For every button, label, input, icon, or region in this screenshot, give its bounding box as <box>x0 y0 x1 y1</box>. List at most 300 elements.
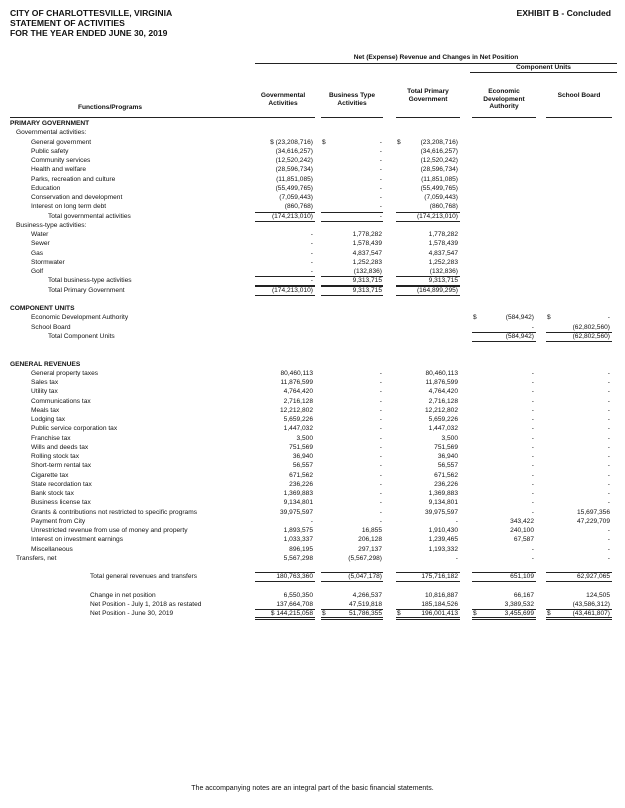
cell-total: 1,239,465 <box>428 536 458 544</box>
row-label: Change in net position <box>90 591 156 599</box>
final-total-rule <box>321 609 383 620</box>
cell-bus: - <box>379 212 382 220</box>
cell-eda: - <box>531 379 534 386</box>
cell-bus: - <box>379 517 382 525</box>
row-label: Total governmental activities <box>48 212 131 220</box>
cell-gov: (174,213,010) <box>271 286 313 294</box>
table-row <box>0 591 625 600</box>
cell-gov: (55,499,765) <box>275 184 313 192</box>
row-label: Interest on investment earnings <box>31 536 123 544</box>
cell-gov: 1,033,337 <box>283 536 313 544</box>
cell-eda: (584,942) <box>505 332 534 340</box>
cell-total: 1,193,332 <box>428 545 458 553</box>
cell-total: 1,369,883 <box>428 490 458 497</box>
row-label: Meals tax <box>31 406 60 414</box>
cell-total: (28,596,734) <box>420 166 458 174</box>
row-label: School Board <box>31 323 71 331</box>
final-total-rule <box>546 609 612 620</box>
cell-total: 196,001,413 <box>421 610 458 618</box>
table-row <box>0 350 625 359</box>
cell-gov: 671,562 <box>289 471 313 479</box>
cell-total: - <box>455 554 458 562</box>
cell-bus: - <box>379 194 382 201</box>
currency-symbol: $ <box>397 610 401 618</box>
table-row <box>0 304 625 313</box>
cell-school: - <box>607 314 610 322</box>
cell-total: 751,569 <box>434 443 458 451</box>
cell-eda: - <box>531 406 534 414</box>
cell-eda: 67,587 <box>513 536 534 544</box>
cell-school: (43,461,807) <box>572 610 610 618</box>
row-label: Water <box>31 231 49 238</box>
table-row <box>0 406 625 415</box>
cell-gov: - <box>310 268 313 275</box>
table-row <box>0 535 625 544</box>
table-row <box>0 452 625 461</box>
cell-school: - <box>607 406 610 414</box>
cell-bus: - <box>379 480 382 488</box>
currency-symbol: $ <box>473 314 477 322</box>
row-label: Rolling stock tax <box>31 453 80 460</box>
cell-bus: - <box>379 462 382 470</box>
cell-gov: 36,940 <box>292 453 313 460</box>
currency-symbol: $ <box>322 138 326 146</box>
row-label: Gas <box>31 249 44 257</box>
cell-school: (43,586,312) <box>572 601 610 608</box>
row-label: Public service corporation tax <box>31 425 118 433</box>
cell-gov: 9,134,801 <box>283 499 313 507</box>
row-label: Net Position - July 1, 2018 as restated <box>90 601 202 608</box>
cell-gov: 1,893,575 <box>283 527 313 534</box>
cell-gov: (34,616,257) <box>275 147 313 155</box>
table-row <box>0 258 625 267</box>
row-label: Stormwater <box>31 258 65 266</box>
cell-gov: 80,460,113 <box>280 369 313 377</box>
cell-eda: - <box>531 545 534 553</box>
net-position-group-title: Net (Expense) Revenue and Changes in Net Position <box>353 54 519 61</box>
cell-gov: 2,716,128 <box>283 397 313 405</box>
currency-symbol: $ <box>473 610 477 618</box>
cell-total: 671,562 <box>434 471 458 479</box>
cell-bus: 297,137 <box>358 545 382 553</box>
header-rule-bus <box>321 117 383 118</box>
cell-bus: - <box>379 434 382 442</box>
row-label: Health and welfare <box>31 166 86 174</box>
final-total-rule <box>255 609 315 620</box>
header-rule-total <box>396 117 460 118</box>
report-title-block <box>10 8 172 38</box>
cell-total: (132,836) <box>429 268 458 275</box>
table-row <box>0 424 625 433</box>
cell-school: - <box>607 443 610 451</box>
currency-symbol: $ <box>322 610 326 618</box>
currency-symbol: $ <box>547 314 551 322</box>
cell-bus: - <box>379 138 382 146</box>
cell-total: 12,212,802 <box>424 406 458 414</box>
cell-bus: 9,313,715 <box>352 277 382 285</box>
cell-school: - <box>607 554 610 562</box>
cell-gov: (11,851,085) <box>276 175 313 183</box>
cell-school: 15,697,356 <box>576 508 610 516</box>
cell-gov: 1,447,032 <box>283 425 313 433</box>
statement-name: STATEMENT OF ACTIVITIES <box>10 18 125 28</box>
cell-bus: - <box>379 184 382 192</box>
cell-gov: 3,500 <box>296 434 313 442</box>
cell-total: 80,460,113 <box>425 369 458 377</box>
cell-gov: - <box>310 231 313 238</box>
row-label: Cigarette tax <box>31 471 69 479</box>
cell-school: - <box>607 388 610 396</box>
table-row <box>0 415 625 424</box>
cell-gov: 896,195 <box>289 545 313 553</box>
cell-total: (174,213,010) <box>416 212 458 220</box>
component-units-title: Component Units <box>516 64 571 71</box>
cell-school: - <box>607 471 610 479</box>
cell-bus: 1,778,282 <box>352 231 382 238</box>
cell-gov: - <box>310 277 313 285</box>
row-label: Total general revenues and transfers <box>90 573 198 581</box>
row-label: Bank stock tax <box>31 490 74 497</box>
component-rule <box>470 72 617 73</box>
table-row <box>0 341 625 350</box>
table-row <box>0 378 625 387</box>
header-rule-eda <box>472 117 536 118</box>
cell-total: 2,716,128 <box>428 397 458 405</box>
col-header-governmental: Governmental Activities <box>260 92 306 107</box>
cell-eda: - <box>531 471 534 479</box>
cell-bus: 1,252,283 <box>352 258 382 266</box>
cell-total: 175,716,182 <box>421 573 458 581</box>
cell-gov: (174,213,010) <box>271 212 313 220</box>
cell-bus: - <box>379 369 382 377</box>
row-label: Public safety <box>31 147 69 155</box>
cell-school: (62,802,560) <box>572 323 610 331</box>
table-row <box>0 165 625 174</box>
cell-eda: 343,422 <box>510 517 534 525</box>
cell-bus: - <box>379 175 382 183</box>
col-header-eda: Economic Development Authority <box>483 88 525 110</box>
cell-total: 36,940 <box>437 453 458 460</box>
row-label: Grants & contributions not restricted to specific programs <box>31 508 198 516</box>
cell-school: - <box>607 425 610 433</box>
cell-gov: 5,659,226 <box>283 416 313 423</box>
cell-school: 47,229,709 <box>576 517 610 525</box>
cell-bus: - <box>379 203 382 211</box>
cell-eda: 3,455,699 <box>504 610 534 618</box>
row-label: Economic Development Authority <box>31 314 129 322</box>
cell-eda: - <box>531 490 534 497</box>
cell-total: 185,184,526 <box>421 601 458 608</box>
cell-gov: - <box>310 240 313 248</box>
row-label: Short-term rental tax <box>31 462 92 470</box>
cell-school: - <box>607 536 610 544</box>
cell-eda: - <box>531 453 534 460</box>
table-row <box>0 369 625 378</box>
cell-total: (860,768) <box>429 203 458 211</box>
cell-bus: 206,128 <box>358 536 382 544</box>
row-label: COMPONENT UNITS <box>10 305 75 312</box>
cell-total: 10,816,887 <box>424 591 458 599</box>
cell-school: - <box>607 379 610 386</box>
cell-gov: 12,212,802 <box>279 406 313 414</box>
row-label: Parks, recreation and culture <box>31 175 116 183</box>
table-row <box>0 138 625 147</box>
cell-gov: 11,876,599 <box>280 379 313 386</box>
table-row <box>0 202 625 211</box>
row-label: Communications tax <box>31 397 91 405</box>
cell-eda: 66,167 <box>513 591 534 599</box>
table-row <box>0 461 625 470</box>
row-label: Total Primary Government <box>48 286 125 294</box>
table-row <box>0 397 625 406</box>
table-row <box>0 609 625 618</box>
cell-school: - <box>607 499 610 507</box>
row-label: Conservation and development <box>31 194 123 201</box>
table-row <box>0 212 625 221</box>
table-row <box>0 323 625 332</box>
row-label: Miscellaneous <box>31 545 73 553</box>
cell-gov: 6,550,350 <box>283 591 313 599</box>
cell-school: - <box>607 397 610 405</box>
table-row <box>0 563 625 572</box>
header-rule-gov <box>255 117 315 118</box>
table-row <box>0 119 625 128</box>
cell-eda: - <box>531 323 534 331</box>
table-row <box>0 471 625 480</box>
cell-eda: 240,100 <box>510 527 534 534</box>
city-name: CITY OF CHARLOTTESVILLE, VIRGINIA <box>10 8 173 18</box>
cell-total: 3,500 <box>441 434 458 442</box>
col-header-business: Business Type Activities <box>328 92 376 107</box>
table-row <box>0 572 625 581</box>
cell-school: - <box>607 480 610 488</box>
cell-gov: (12,520,242) <box>275 157 313 164</box>
cell-bus: - <box>379 443 382 451</box>
table-row <box>0 286 625 295</box>
cell-total: 39,975,597 <box>424 508 458 516</box>
cell-bus: - <box>379 499 382 507</box>
table-row <box>0 498 625 507</box>
table-row <box>0 239 625 248</box>
cell-total: (7,059,443) <box>424 194 458 201</box>
cell-school: - <box>607 453 610 460</box>
cell-total: 11,876,599 <box>425 379 458 386</box>
cell-gov: - <box>310 517 313 525</box>
cell-bus: - <box>379 147 382 155</box>
cell-gov: 5,567,298 <box>283 554 313 562</box>
cell-total: 4,764,420 <box>428 388 458 396</box>
table-row <box>0 480 625 489</box>
cell-eda: - <box>531 499 534 507</box>
cell-total: 4,837,547 <box>428 249 458 257</box>
cell-total: (55,499,765) <box>420 184 458 192</box>
cell-bus: - <box>379 425 382 433</box>
cell-gov: 137,664,708 <box>276 601 313 608</box>
cell-bus: - <box>379 490 382 497</box>
cell-school: - <box>607 527 610 534</box>
period: FOR THE YEAR ENDED JUNE 30, 2019 <box>10 28 168 38</box>
row-label: Business-type activities: <box>16 221 87 229</box>
cell-bus: (132,836) <box>353 268 382 275</box>
cell-bus: - <box>379 388 382 396</box>
cell-bus: 1,578,439 <box>352 240 382 248</box>
cell-bus: - <box>379 406 382 414</box>
row-label: Utility tax <box>31 388 58 396</box>
cell-school: - <box>607 434 610 442</box>
col-header-total: Total Primary Government <box>407 88 449 103</box>
cell-bus: 4,266,537 <box>352 591 382 599</box>
cell-gov: - <box>310 249 313 257</box>
row-label: Education <box>31 184 61 192</box>
cell-bus: - <box>379 471 382 479</box>
table-row <box>0 360 625 369</box>
cell-eda: - <box>531 388 534 396</box>
cell-total: 56,557 <box>437 462 458 470</box>
table-row <box>0 221 625 230</box>
row-label: Lodging tax <box>31 416 66 423</box>
row-label: Governmental activities: <box>16 129 87 137</box>
cell-total: (12,520,242) <box>420 157 458 164</box>
cell-total: 1,910,430 <box>428 527 458 534</box>
row-label: PRIMARY GOVERNMENT <box>10 120 90 127</box>
cell-total: 9,313,715 <box>428 277 458 285</box>
row-label: General property taxes <box>31 369 99 377</box>
table-row <box>0 230 625 239</box>
cell-eda: - <box>531 397 534 405</box>
table-row <box>0 545 625 554</box>
row-label: Sewer <box>31 240 50 248</box>
table-row <box>0 489 625 498</box>
cell-school: - <box>607 416 610 423</box>
cell-gov: 180,763,360 <box>276 573 313 581</box>
table-row <box>0 128 625 137</box>
cell-bus: 16,855 <box>361 527 382 534</box>
cell-eda: (584,942) <box>505 314 534 322</box>
cell-gov: 1,369,883 <box>283 490 313 497</box>
cell-bus: 4,837,547 <box>352 249 382 257</box>
cell-gov: (860,768) <box>284 203 313 211</box>
row-label: Wills and deeds tax <box>31 443 89 451</box>
cell-school: (62,802,560) <box>572 332 610 340</box>
table-row <box>0 147 625 156</box>
row-label: Interest on long term debt <box>31 203 107 211</box>
row-label: Total Component Units <box>48 332 115 340</box>
cell-total: 236,226 <box>434 480 458 488</box>
table-row <box>0 267 625 276</box>
cell-bus: - <box>379 379 382 386</box>
table-row <box>0 517 625 526</box>
row-label: Transfers, net <box>16 554 57 562</box>
table-row <box>0 554 625 563</box>
cell-total: (23,208,716) <box>420 138 458 146</box>
cell-gov: $ 144,215,058 <box>270 610 313 618</box>
row-label: Community services <box>31 157 91 164</box>
row-label: Unrestricted revenue from use of money and property <box>31 527 188 534</box>
cell-eda: - <box>531 480 534 488</box>
cell-eda: - <box>531 369 534 377</box>
row-label: Sales tax <box>31 379 59 386</box>
cell-total: 1,578,439 <box>428 240 458 248</box>
cell-school: - <box>607 490 610 497</box>
cell-gov: 4,764,420 <box>283 388 313 396</box>
final-total-rule <box>472 609 536 620</box>
cell-bus: 47,519,818 <box>348 601 382 608</box>
table-row <box>0 508 625 517</box>
cell-gov: 56,557 <box>292 462 313 470</box>
cell-total: 1,447,032 <box>428 425 458 433</box>
cell-total: - <box>455 517 458 525</box>
cell-gov: $ (23,208,716) <box>270 138 313 146</box>
cell-total: 5,659,226 <box>428 416 458 423</box>
cell-gov: (7,059,443) <box>279 194 313 201</box>
cell-total: (11,851,085) <box>421 175 458 183</box>
row-label: State recordation tax <box>31 480 92 488</box>
exhibit-label: EXHIBIT B - Concluded <box>516 8 611 18</box>
cell-gov: (28,596,734) <box>275 166 313 174</box>
table-row <box>0 295 625 304</box>
table-row <box>0 582 625 591</box>
cell-school: 62,927,065 <box>576 573 610 581</box>
footer-note: The accompanying notes are an integral part of the basic financial statements. <box>191 785 434 792</box>
cell-eda: - <box>531 425 534 433</box>
cell-bus: - <box>379 508 382 516</box>
table-row <box>0 434 625 443</box>
cell-gov: 236,226 <box>289 480 313 488</box>
cell-bus: 51,786,355 <box>348 610 382 618</box>
cell-total: 9,134,801 <box>428 499 458 507</box>
cell-eda: 651,109 <box>510 573 534 581</box>
cell-gov: - <box>310 258 313 266</box>
table-row <box>0 175 625 184</box>
cell-eda: - <box>531 554 534 562</box>
cell-school: - <box>607 545 610 553</box>
table-row <box>0 184 625 193</box>
row-label: Franchise tax <box>31 434 71 442</box>
row-label: Total business-type activities <box>48 277 132 285</box>
currency-symbol: $ <box>547 610 551 618</box>
currency-symbol: $ <box>397 138 401 146</box>
cell-total: (164,899,295) <box>416 286 458 294</box>
cell-eda: - <box>531 416 534 423</box>
row-label: Net Position - June 30, 2019 <box>90 610 174 618</box>
row-label: General government <box>31 138 92 146</box>
cell-eda: - <box>531 462 534 470</box>
table-row <box>0 193 625 202</box>
cell-eda: - <box>531 508 534 516</box>
cell-gov: 39,975,597 <box>279 508 313 516</box>
table-row <box>0 387 625 396</box>
cell-bus: - <box>379 416 382 423</box>
cell-school: - <box>607 462 610 470</box>
row-label: Payment from City <box>31 517 86 525</box>
cell-eda: - <box>531 434 534 442</box>
cell-bus: - <box>379 397 382 405</box>
cell-school: - <box>607 369 610 377</box>
row-label: GENERAL REVENUES <box>10 360 81 368</box>
cell-total: 1,778,282 <box>428 231 458 238</box>
cell-bus: - <box>379 453 382 460</box>
table-row <box>0 600 625 609</box>
cell-school: 124,505 <box>586 591 610 599</box>
cell-bus: - <box>379 166 382 174</box>
table-row <box>0 313 625 322</box>
cell-bus: - <box>379 157 382 164</box>
row-label: Business license tax <box>31 499 91 507</box>
table-row <box>0 443 625 452</box>
table-row <box>0 276 625 285</box>
header-rule-label <box>10 117 255 118</box>
table-row <box>0 156 625 165</box>
